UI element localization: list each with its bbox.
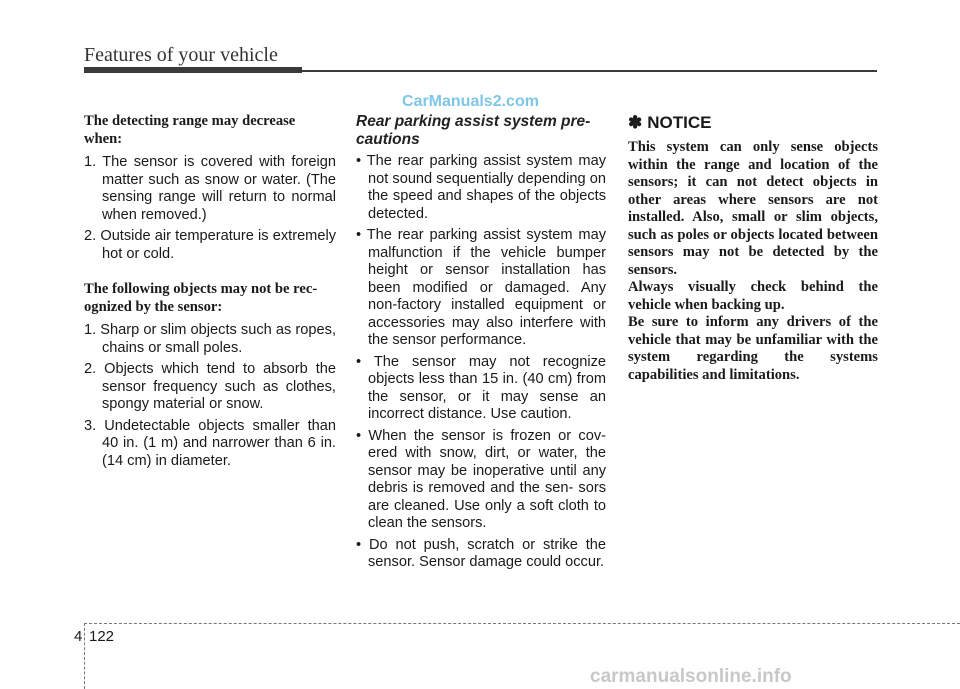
notice-body [628,139,878,384]
watermark-top: CarManuals2.com [402,93,539,110]
list-item: 1. Sharp or slim objects such as ropes, chains or small poles. [84,322,336,356]
notice-star-icon: ✽ [628,113,643,132]
footer-rule [84,623,960,624]
list-item: • The rear parking assist system may malfunction if the vehicle bumper height or sensor installation has been modified or damaged. Any non-factory installed equipment or accessories may also interfere with the sensor performance. [356,227,606,348]
list-item: • Do not push, scratch or strike the sensor. Sensor damage could occur. [356,536,606,570]
watermark-bottom: carmanualsonline.info [590,666,792,687]
header-rule-thick [84,67,302,73]
page-header-title: Features of your vehicle [84,44,278,66]
objects-heading: The following objects may not be rec- ognized by the sensor: [84,281,318,315]
left-column [84,113,336,474]
objects-list [84,322,336,470]
range-heading: The detecting range may decrease when: [84,113,296,147]
list-item: 2. Objects which tend to absorb the sensor frequency such as clothes, spongy material or snow. [84,361,336,412]
header-rule-thin [302,70,877,72]
page-number: 122 [89,628,115,645]
list-item: • The sensor may not recognize objects less than 15 in. (40 cm) from the sensor, or it may sense an incorrect distance. Use caution. [356,353,606,422]
notice-heading: ✽ NOTICE [628,113,712,132]
list-item: • When the sensor is frozen or cov- ered with snow, dirt, or water, the sensor may be inoperative until any debris is removed and the sen- sors are cleaned. Use only a soft cloth to clean the sensors. [356,427,606,531]
right-column [628,113,878,384]
notice-paragraph: This system can only sense objects within the range and location of the sensors; it can not detect objects in other areas where sensors are not installed. Also, small or slim objects, such as poles or objects located between sensors may not be detected by the sensors. [628,139,878,278]
precautions-list [356,153,606,572]
middle-column [356,113,606,576]
list-item: 2. Outside air temperature is extremely hot or cold. [84,228,336,262]
list-item: 1. The sensor is covered with foreign matter such as snow or water. (The sensing range will return to normal when removed.) [84,154,336,223]
list-item: 3. Undetectable objects smaller than 40 in. (1 m) and narrower than 6 in. (14 cm) in diameter. [84,417,336,469]
list-item: • The rear parking assist system may not sound sequentially depending on the speed and shapes of the objects detected. [356,153,606,222]
range-list [84,154,336,263]
notice-paragraph: Always visually check behind the vehicle when backing up. [628,279,878,313]
notice-paragraph: Be sure to inform any drivers of the vehicle that may be unfamiliar with the system regarding the systems capabilities and limitations. [628,314,878,383]
precautions-heading: Rear parking assist system pre- cautions [356,113,591,148]
chapter-number: 4 [74,628,83,645]
footer-divider [84,623,85,689]
